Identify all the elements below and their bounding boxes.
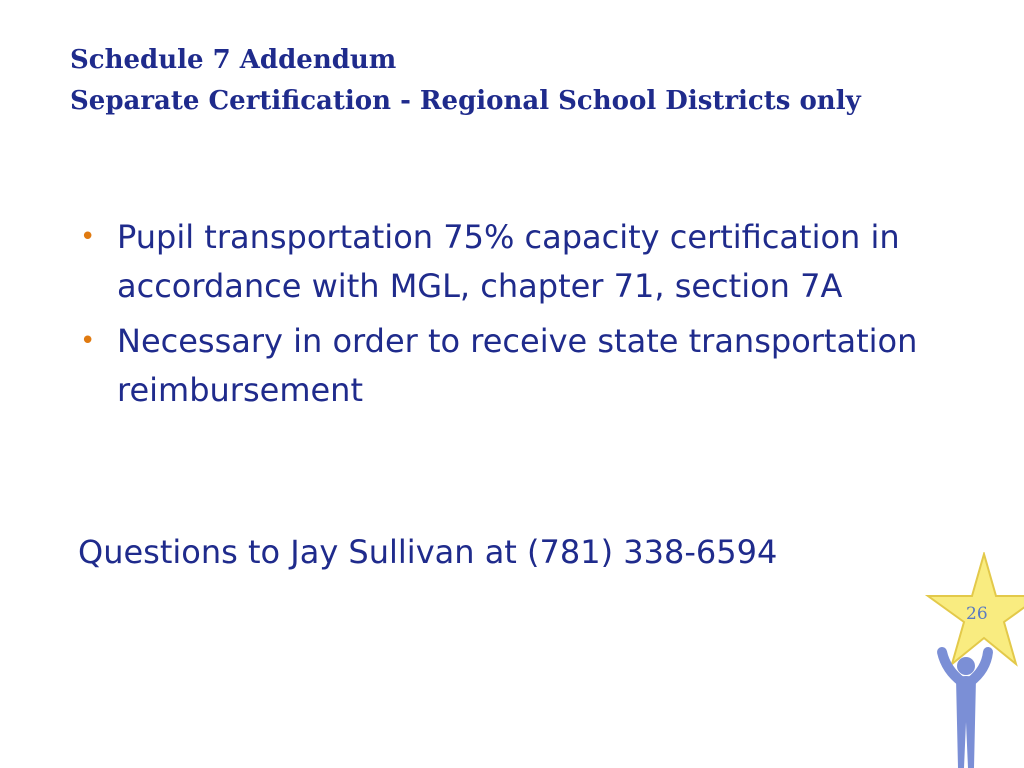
page-number: 26 (966, 604, 988, 624)
star-person-icon (916, 552, 1024, 768)
bullet-dot-icon: • (80, 222, 96, 252)
title-line-1: Schedule 7 Addendum (70, 45, 397, 75)
slide-title (70, 40, 950, 122)
bullet-dot-icon: • (80, 326, 96, 356)
contact-text: Questions to Jay Sullivan at (781) 338-6594 (78, 533, 778, 571)
title-line-2: Separate Certification - Regional School Districts only (70, 86, 861, 116)
figure-body (956, 676, 976, 768)
figure-head (957, 657, 975, 675)
bullet-item (80, 317, 960, 415)
bullet-list (80, 213, 960, 421)
bullet-text: Necessary in order to receive state transportation reimbursement (117, 322, 918, 409)
bullet-item (80, 213, 960, 311)
bullet-text: Pupil transportation 75% capacity certification in accordance with MGL, chapter 71, section 7A (117, 218, 900, 305)
